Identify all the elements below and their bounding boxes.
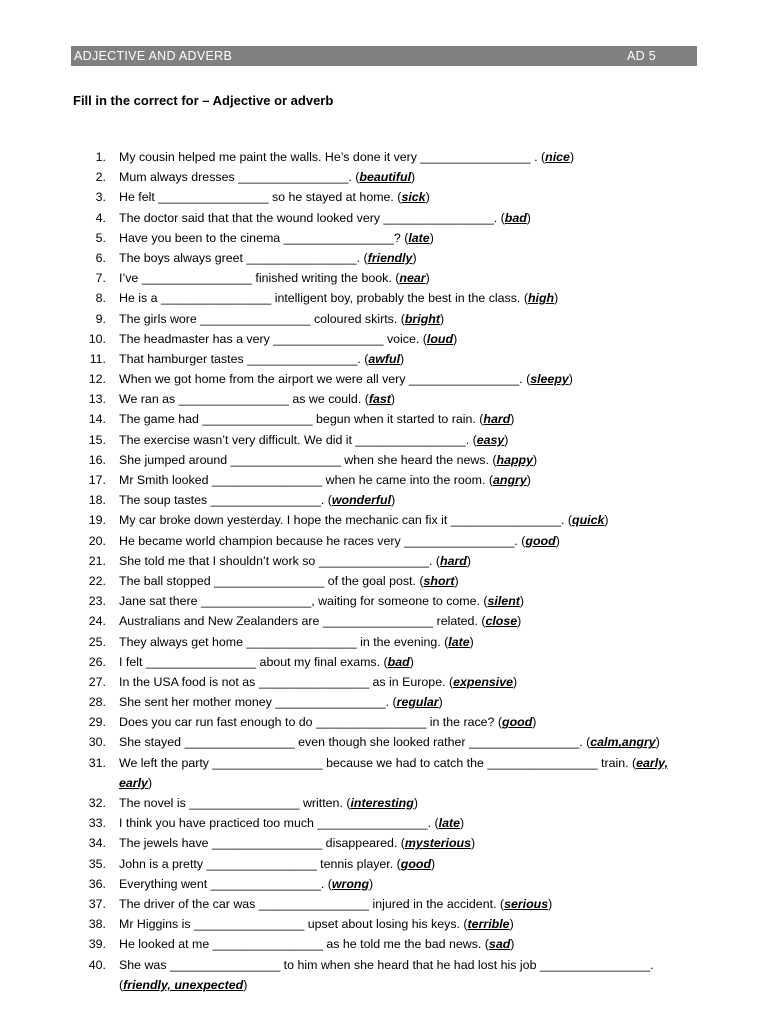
- word-hint: calm,angry: [590, 735, 656, 750]
- item-number: 37.: [88, 896, 106, 911]
- sentence-text: That hamburger tastes ________________. (: [119, 351, 369, 366]
- sentence-close: ): [390, 392, 396, 407]
- item-number: 27.: [88, 674, 106, 689]
- word-hint: sleepy: [530, 372, 569, 387]
- item-sentence: [119, 874, 373, 894]
- exercise-item: [0, 813, 768, 833]
- item-number: 15.: [88, 432, 106, 447]
- header-code: AD 5: [627, 49, 656, 63]
- item-number: 38.: [88, 917, 106, 932]
- word-hint: good: [502, 715, 533, 730]
- sentence-text: She was ________________ to him when she heard that he had lost his job ________________.: [119, 957, 654, 972]
- header-bar: [71, 46, 697, 66]
- sentence-close: ): [510, 412, 515, 427]
- exercise-item: [0, 712, 768, 732]
- exercise-item: [0, 955, 768, 995]
- sentence-text: Mum always dresses ________________. (: [119, 170, 360, 185]
- sentence-text: The driver of the car was ________________ injured in the accident. (: [119, 896, 505, 911]
- item-number: 19.: [88, 513, 106, 528]
- exercise-item: [0, 914, 768, 934]
- sentence-close: ): [526, 473, 531, 487]
- item-sentence: [119, 591, 524, 611]
- item-continuation: [119, 975, 247, 995]
- item-sentence: [119, 248, 417, 268]
- item-sentence: [119, 551, 471, 571]
- item-sentence: [119, 854, 435, 874]
- sentence-text: Everything went ________________. (: [119, 876, 332, 891]
- item-sentence: [119, 732, 660, 752]
- word-hint: wonderful: [331, 493, 392, 508]
- item-number: 30.: [88, 735, 106, 750]
- item-number: 34.: [88, 836, 106, 851]
- sentence-text: I think you have practiced too much ________________. (: [119, 816, 439, 831]
- sentence-text: He became world champion because he races very ________________. (: [119, 533, 526, 548]
- word-hint: interesting: [350, 796, 414, 811]
- sentence-close: ): [555, 533, 560, 548]
- sentence-text: The girls wore ________________ coloured skirts. (: [119, 311, 405, 326]
- exercise-item: [0, 470, 768, 490]
- header-title: ADJECTIVE AND ADVERB: [74, 49, 233, 63]
- word-hint: hard: [440, 553, 467, 568]
- sentence-text: Australians and New Zealanders are ________________ related. (: [119, 614, 486, 629]
- exercise-item: [0, 732, 768, 752]
- item-number: 40.: [88, 957, 106, 972]
- sentence-text: The novel is ________________ written. (: [119, 796, 351, 811]
- sentence-close: ): [453, 331, 458, 346]
- word-hint: silent: [487, 594, 520, 609]
- item-sentence: [119, 167, 415, 187]
- item-sentence: [119, 450, 537, 470]
- item-number: 36.: [88, 876, 106, 891]
- exercise-item: [0, 894, 768, 914]
- sentence-close: ): [413, 796, 418, 811]
- sentence-text: The exercise wasn’t very difficult. We did it ________________. (: [119, 432, 477, 447]
- sentence-close: ): [412, 250, 417, 265]
- exercise-item: [0, 248, 768, 268]
- exercise-item: [0, 854, 768, 874]
- sentence-close: ): [510, 937, 515, 952]
- sentence-text: He felt ________________ so he stayed at home. (: [119, 190, 402, 205]
- item-number: 6.: [95, 250, 106, 265]
- word-hint: hard: [483, 412, 511, 427]
- exercise-item: [0, 692, 768, 712]
- exercise-item: [0, 208, 768, 228]
- word-hint: friendly, unexpected: [123, 977, 244, 992]
- item-number: 25.: [88, 634, 106, 649]
- item-sentence: [119, 409, 514, 429]
- sentence-text: The ball stopped ________________ of the goal post. (: [119, 573, 424, 588]
- word-hint: beautiful: [359, 170, 412, 185]
- sentence-text: She stayed ________________ even though she looked rather ________________. (: [119, 735, 591, 750]
- exercise-item: [0, 510, 768, 530]
- exercise-item: [0, 490, 768, 510]
- item-sentence: [119, 228, 434, 248]
- item-number: 35.: [88, 856, 106, 871]
- sentence-close: ): [519, 594, 525, 609]
- sentence-close: ): [369, 876, 374, 891]
- word-hint: fast: [368, 392, 391, 407]
- item-sentence: [119, 430, 508, 450]
- sentence-close: ): [509, 917, 514, 932]
- item-sentence: [119, 571, 459, 591]
- word-hint: quick: [572, 513, 605, 528]
- word-hint: late: [408, 230, 430, 245]
- word-hint: loud: [426, 331, 454, 346]
- sentence-text: In the USA food is not as ________________ as in Europe. (: [119, 674, 454, 689]
- word-hint: close: [485, 614, 518, 629]
- word-hint: terrible: [467, 917, 510, 932]
- exercise-item: [0, 329, 768, 349]
- item-number: 2.: [95, 170, 106, 185]
- sentence-text: We ran as ________________ as we could. (: [119, 392, 369, 407]
- word-hint: high: [527, 291, 555, 306]
- item-number: 21.: [88, 553, 106, 568]
- word-hint: wrong: [331, 876, 370, 891]
- sentence-close: ): [425, 190, 430, 205]
- sentence-close: ): [411, 170, 416, 185]
- item-number: 10.: [88, 331, 106, 346]
- item-number: 20.: [88, 533, 106, 548]
- word-hint: early: [119, 775, 148, 790]
- exercise-item: [0, 793, 768, 813]
- item-sentence: [119, 914, 514, 934]
- sentence-close: ): [243, 977, 248, 992]
- sentence-close: ): [438, 695, 443, 710]
- exercise-item: [0, 228, 768, 248]
- word-hint: regular: [396, 695, 439, 710]
- item-sentence: [119, 349, 404, 369]
- sentence-close: ): [454, 573, 459, 588]
- item-number: 17.: [88, 473, 106, 487]
- item-sentence: [119, 833, 475, 853]
- exercise-item: [0, 409, 768, 429]
- sentence-text: Have you been to the cinema ________________? (: [119, 230, 409, 245]
- word-hint: bright: [404, 311, 440, 326]
- exercise-item: [0, 531, 768, 551]
- item-sentence: [119, 389, 395, 409]
- item-sentence: [119, 955, 654, 975]
- sentence-close: ): [526, 210, 531, 225]
- sentence-close: ): [568, 372, 573, 387]
- item-number: 23.: [88, 594, 106, 609]
- word-hint: early,: [636, 755, 669, 770]
- sentence-open: (: [119, 977, 124, 992]
- sentence-close: ): [429, 230, 434, 245]
- item-sentence: [119, 329, 457, 349]
- item-sentence: [119, 490, 395, 510]
- word-hint: bad: [387, 654, 410, 669]
- item-sentence: [119, 268, 430, 288]
- word-hint: expensive: [453, 674, 514, 689]
- sentence-text: She sent her mother money ________________. (: [119, 695, 397, 710]
- exercise-item: [0, 288, 768, 308]
- item-sentence: [119, 894, 552, 914]
- sentence-close: ): [569, 150, 575, 164]
- item-sentence: [119, 208, 531, 228]
- item-sentence: [119, 147, 574, 167]
- exercise-item: [0, 430, 768, 450]
- item-number: 1.: [95, 150, 106, 164]
- item-sentence: [119, 288, 558, 308]
- sentence-close: ): [655, 735, 660, 750]
- sentence-text: We left the party ________________ because we had to catch the ________________ train. (: [119, 755, 637, 770]
- sentence-text: She told me that I shouldn’t work so ________________. (: [119, 553, 441, 568]
- sentence-close: ): [409, 654, 414, 669]
- sentence-text: I’ve ________________ finished writing the book. (: [119, 271, 400, 286]
- sentence-close: ): [400, 351, 405, 366]
- item-number: 26.: [88, 654, 106, 669]
- sentence-text: Mr Smith looked ________________ when he came into the room. (: [119, 473, 494, 487]
- exercise-item: [0, 268, 768, 288]
- sentence-close: ): [147, 775, 153, 790]
- item-sentence: [119, 531, 560, 551]
- sentence-close: ): [431, 856, 436, 871]
- sentence-text: I felt ________________ about my final exams. (: [119, 654, 388, 669]
- word-hint: mysterious: [404, 836, 472, 851]
- word-hint: serious: [504, 896, 549, 911]
- item-number: 12.: [88, 372, 106, 387]
- item-number: 16.: [88, 452, 106, 467]
- item-sentence: [119, 712, 536, 732]
- sentence-text: The soup tastes ________________. (: [119, 493, 332, 508]
- word-hint: short: [423, 573, 455, 588]
- word-hint: sad: [488, 937, 511, 952]
- item-sentence: [119, 369, 573, 389]
- item-number: 3.: [95, 190, 106, 205]
- word-hint: easy: [476, 432, 505, 447]
- exercise-item: [0, 309, 768, 329]
- item-sentence: [119, 470, 531, 490]
- item-sentence: [119, 692, 443, 712]
- word-hint: happy: [496, 452, 534, 467]
- exercise-item: [0, 450, 768, 470]
- sentence-text: The doctor said that that the wound looked very ________________. (: [119, 210, 505, 225]
- sentence-text: Mr Higgins is ________________ upset about losing his keys. (: [119, 917, 468, 932]
- sentence-close: ): [460, 816, 465, 831]
- item-number: 32.: [88, 796, 106, 811]
- item-sentence: [119, 611, 521, 631]
- item-number: 7.: [95, 271, 106, 286]
- word-hint: bad: [504, 210, 527, 225]
- item-number: 24.: [88, 614, 106, 629]
- exercise-list: [0, 147, 768, 995]
- exercise-item: [0, 934, 768, 954]
- item-number: 5.: [95, 230, 106, 245]
- item-sentence: [119, 187, 430, 207]
- exercise-item: [0, 187, 768, 207]
- exercise-item: [0, 571, 768, 591]
- sentence-close: ): [425, 271, 430, 286]
- item-number: 33.: [88, 816, 106, 831]
- word-hint: angry: [493, 473, 527, 487]
- item-number: 14.: [88, 412, 106, 427]
- exercise-item: [0, 551, 768, 571]
- exercise-item: [0, 833, 768, 853]
- exercise-item: [0, 591, 768, 611]
- item-sentence: [119, 813, 464, 833]
- sentence-close: ): [604, 513, 609, 528]
- item-sentence: [119, 652, 414, 672]
- sentence-close: ): [466, 553, 472, 568]
- sentence-close: ): [532, 715, 537, 730]
- sentence-text: John is a pretty ________________ tennis player. (: [119, 856, 401, 871]
- item-number: 31.: [88, 755, 106, 770]
- word-hint: good: [400, 856, 432, 871]
- sentence-close: ): [548, 896, 553, 911]
- item-sentence: [119, 793, 418, 813]
- word-hint: sick: [401, 190, 426, 205]
- sentence-text: He is a ________________ intelligent boy, probably the best in the class. (: [119, 291, 528, 306]
- exercise-item: [0, 167, 768, 187]
- word-hint: near: [399, 271, 426, 286]
- exercise-item: [0, 147, 768, 167]
- sentence-close: ): [533, 452, 538, 467]
- item-number: 22.: [88, 573, 106, 588]
- item-number: 13.: [88, 392, 106, 407]
- word-hint: late: [438, 816, 460, 831]
- sentence-text: When we got home from the airport we were all very ________________. (: [119, 372, 531, 387]
- exercise-item: [0, 874, 768, 894]
- sentence-text: He looked at me ________________ as he told me the bad news. (: [119, 937, 489, 952]
- sentence-text: The game had ________________ begun when it started to rain. (: [119, 412, 484, 427]
- sentence-close: ): [517, 614, 522, 629]
- exercise-item: [0, 349, 768, 369]
- item-sentence: [119, 753, 668, 773]
- sentence-text: The boys always greet ________________. (: [119, 250, 368, 265]
- sentence-close: ): [554, 291, 559, 306]
- sentence-close: ): [471, 836, 476, 851]
- exercise-item: [0, 632, 768, 652]
- sentence-text: My car broke down yesterday. I hope the mechanic can fix it ________________. (: [119, 513, 572, 528]
- item-sentence: [119, 632, 474, 652]
- item-continuation: [119, 773, 152, 793]
- item-number: 11.: [89, 351, 106, 366]
- sentence-text: Jane sat there ________________, waiting for someone to come. (: [119, 594, 488, 609]
- sentence-close: ): [513, 674, 518, 689]
- sentence-text: The jewels have ________________ disappeared. (: [119, 836, 405, 851]
- sentence-text: My cousin helped me paint the walls. He’s done it very ________________ . (: [119, 150, 546, 164]
- word-hint: nice: [545, 150, 570, 164]
- exercise-item: [0, 672, 768, 692]
- item-number: 29.: [88, 715, 106, 730]
- item-number: 18.: [88, 493, 106, 508]
- item-number: 4.: [95, 210, 106, 225]
- sentence-close: ): [439, 311, 445, 326]
- sentence-text: Does you car run fast enough to do ________________ in the race? (: [119, 715, 503, 730]
- exercise-item: [0, 389, 768, 409]
- item-number: 39.: [88, 937, 106, 952]
- exercise-item: [0, 369, 768, 389]
- sentence-close: ): [504, 432, 509, 447]
- page-title: Fill in the correct for – Adjective or adverb: [73, 93, 334, 108]
- sentence-text: They always get home ________________ in the evening. (: [119, 634, 449, 649]
- word-hint: awful: [368, 351, 401, 366]
- exercise-item: [0, 652, 768, 672]
- item-number: 28.: [88, 695, 106, 710]
- item-number: 8.: [95, 291, 106, 306]
- item-sentence: [119, 510, 609, 530]
- exercise-item: [0, 611, 768, 631]
- sentence-close: ): [391, 493, 396, 508]
- item-number: 9.: [95, 311, 106, 326]
- word-hint: good: [525, 533, 556, 548]
- exercise-item: [0, 753, 768, 793]
- word-hint: friendly: [367, 250, 413, 265]
- word-hint: late: [448, 634, 470, 649]
- item-sentence: [119, 934, 514, 954]
- sentence-text: She jumped around ________________ when she heard the news. (: [119, 452, 497, 467]
- sentence-close: ): [469, 634, 474, 649]
- sentence-text: The headmaster has a very ________________ voice. (: [119, 331, 427, 346]
- item-sentence: [119, 672, 517, 692]
- item-sentence: [119, 309, 444, 329]
